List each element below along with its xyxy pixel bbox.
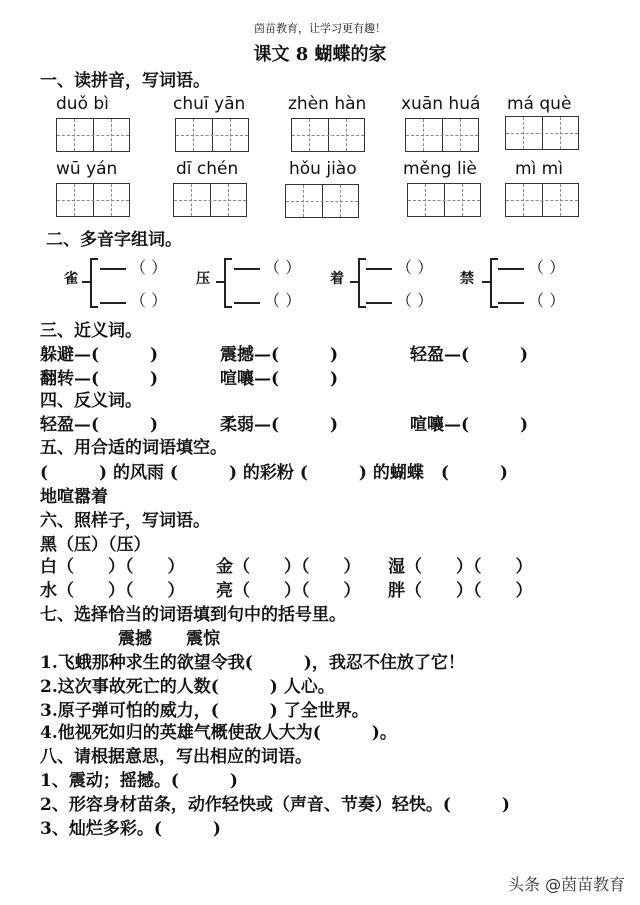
- pinyin-5: má què: [507, 94, 572, 114]
- example-words: 黑（压）（压）: [40, 535, 151, 555]
- antonym-item[interactable]: 柔弱—( ): [220, 415, 339, 435]
- brace: [224, 258, 232, 308]
- write-box[interactable]: [56, 183, 130, 217]
- meaning-item[interactable]: 2、形容身材苗条，动作轻快或（声音、节奏）轻快。( ): [40, 795, 510, 815]
- answer-line[interactable]: [498, 302, 524, 304]
- antonym-item[interactable]: 喧嚷—( ): [410, 415, 529, 435]
- paren-blank[interactable]: （ ）: [528, 258, 566, 277]
- pinyin-10: mì mì: [515, 159, 563, 179]
- antonym-item[interactable]: 轻盈—( ): [40, 415, 159, 435]
- brace: [490, 258, 498, 308]
- section-6-heading: 六、照样子，写词语。: [40, 511, 210, 531]
- paren-blank[interactable]: （ ）: [396, 291, 434, 310]
- pinyin-2: chuī yān: [173, 94, 246, 114]
- answer-line[interactable]: [366, 302, 392, 304]
- paren-blank[interactable]: （ ）: [264, 291, 302, 310]
- polyphone-char: 着: [330, 271, 344, 287]
- write-box[interactable]: [285, 184, 359, 218]
- pinyin-7: dī chén: [176, 159, 239, 179]
- synonym-item[interactable]: 躲避—( ): [40, 345, 159, 365]
- sentence-item[interactable]: 1.飞蛾那种求生的欲望令我( )，我忍不住放了它！: [40, 653, 465, 673]
- header-slogan: 茵苗教育，让学习更有趣！: [254, 22, 386, 35]
- sentence-item[interactable]: 4.他视死如归的英雄气概使敌人大为( )。: [40, 723, 397, 743]
- paren-blank[interactable]: （ ）: [264, 258, 302, 277]
- fill-blank-line[interactable]: ( ) 的风雨 ( ) 的彩粉 ( ) 的蝴蝶 ( ): [40, 463, 508, 483]
- answer-line[interactable]: [498, 268, 524, 270]
- sentence-item[interactable]: 3.原子弹可怕的威力，( ) 了全世界。: [40, 701, 369, 721]
- paren-blank[interactable]: （ ）: [396, 258, 434, 277]
- synonym-item[interactable]: 喧嚷—( ): [220, 369, 339, 389]
- polyphone-char: 压: [196, 271, 210, 287]
- section-8-heading: 八、请根据意思，写出相应的词语。: [40, 747, 312, 767]
- brace: [358, 258, 366, 308]
- write-box[interactable]: [407, 183, 481, 217]
- pinyin-6: wū yán: [56, 159, 118, 179]
- paren-blank[interactable]: （ ）: [130, 258, 168, 277]
- answer-line[interactable]: [100, 302, 126, 304]
- paren-blank[interactable]: （ ）: [130, 291, 168, 310]
- polyphone-char: 禁: [460, 271, 474, 287]
- answer-line[interactable]: [234, 302, 260, 304]
- paren-blank[interactable]: （ ）: [528, 291, 566, 310]
- pinyin-3: zhèn hàn: [288, 94, 367, 114]
- write-box[interactable]: [56, 118, 130, 152]
- pinyin-8: hǒu jiào: [289, 159, 357, 179]
- section-7-heading: 七、选择恰当的词语填到句中的括号里。: [40, 605, 346, 625]
- pattern-item[interactable]: 湿（ ）（ ）: [388, 557, 533, 577]
- pattern-item[interactable]: 水（ ）（ ）: [40, 581, 185, 601]
- pattern-item[interactable]: 金（ ）（ ）: [216, 557, 361, 577]
- write-box[interactable]: [505, 116, 579, 150]
- pinyin-1: duǒ bì: [56, 94, 109, 114]
- section-4-heading: 四、反义词。: [40, 391, 142, 411]
- write-box[interactable]: [175, 118, 249, 152]
- meaning-item[interactable]: 1、震动；摇撼。( ): [40, 771, 238, 791]
- synonym-item[interactable]: 翻转—( ): [40, 369, 159, 389]
- write-box[interactable]: [173, 183, 247, 217]
- page-title: 课文 8 蝴蝶的家: [253, 44, 387, 65]
- fill-blank-line: 地喧嚣着: [40, 487, 108, 507]
- section-5-heading: 五、用合适的词语填空。: [40, 438, 227, 458]
- answer-line[interactable]: [234, 268, 260, 270]
- meaning-item[interactable]: 3、灿烂多彩。( ): [40, 819, 221, 839]
- pinyin-9: měng liè: [403, 159, 477, 179]
- write-box[interactable]: [405, 118, 479, 152]
- synonym-item[interactable]: 震撼—( ): [220, 345, 339, 365]
- synonym-item[interactable]: 轻盈—( ): [410, 345, 529, 365]
- sentence-item[interactable]: 2.这次事故死亡的人数( ) 人心。: [40, 677, 335, 697]
- pattern-item[interactable]: 白（ ）（ ）: [40, 557, 185, 577]
- write-box[interactable]: [291, 118, 365, 152]
- answer-line[interactable]: [366, 268, 392, 270]
- section-1-heading: 一、读拼音，写词语。: [40, 71, 210, 91]
- section-3-heading: 三、近义词。: [40, 321, 142, 341]
- section-2-heading: 二、多音字组词。: [46, 230, 182, 250]
- brace: [90, 258, 98, 308]
- answer-line[interactable]: [100, 268, 126, 270]
- polyphone-char: 雀: [64, 271, 78, 287]
- pinyin-4: xuān huá: [401, 94, 481, 114]
- pattern-item[interactable]: 胖（ ）（ ）: [388, 581, 533, 601]
- watermark: 头条 @茵苗教育: [508, 875, 626, 894]
- pattern-item[interactable]: 亮（ ）（ ）: [216, 581, 361, 601]
- write-box[interactable]: [505, 183, 579, 217]
- word-options: 震撼 震惊: [118, 629, 220, 649]
